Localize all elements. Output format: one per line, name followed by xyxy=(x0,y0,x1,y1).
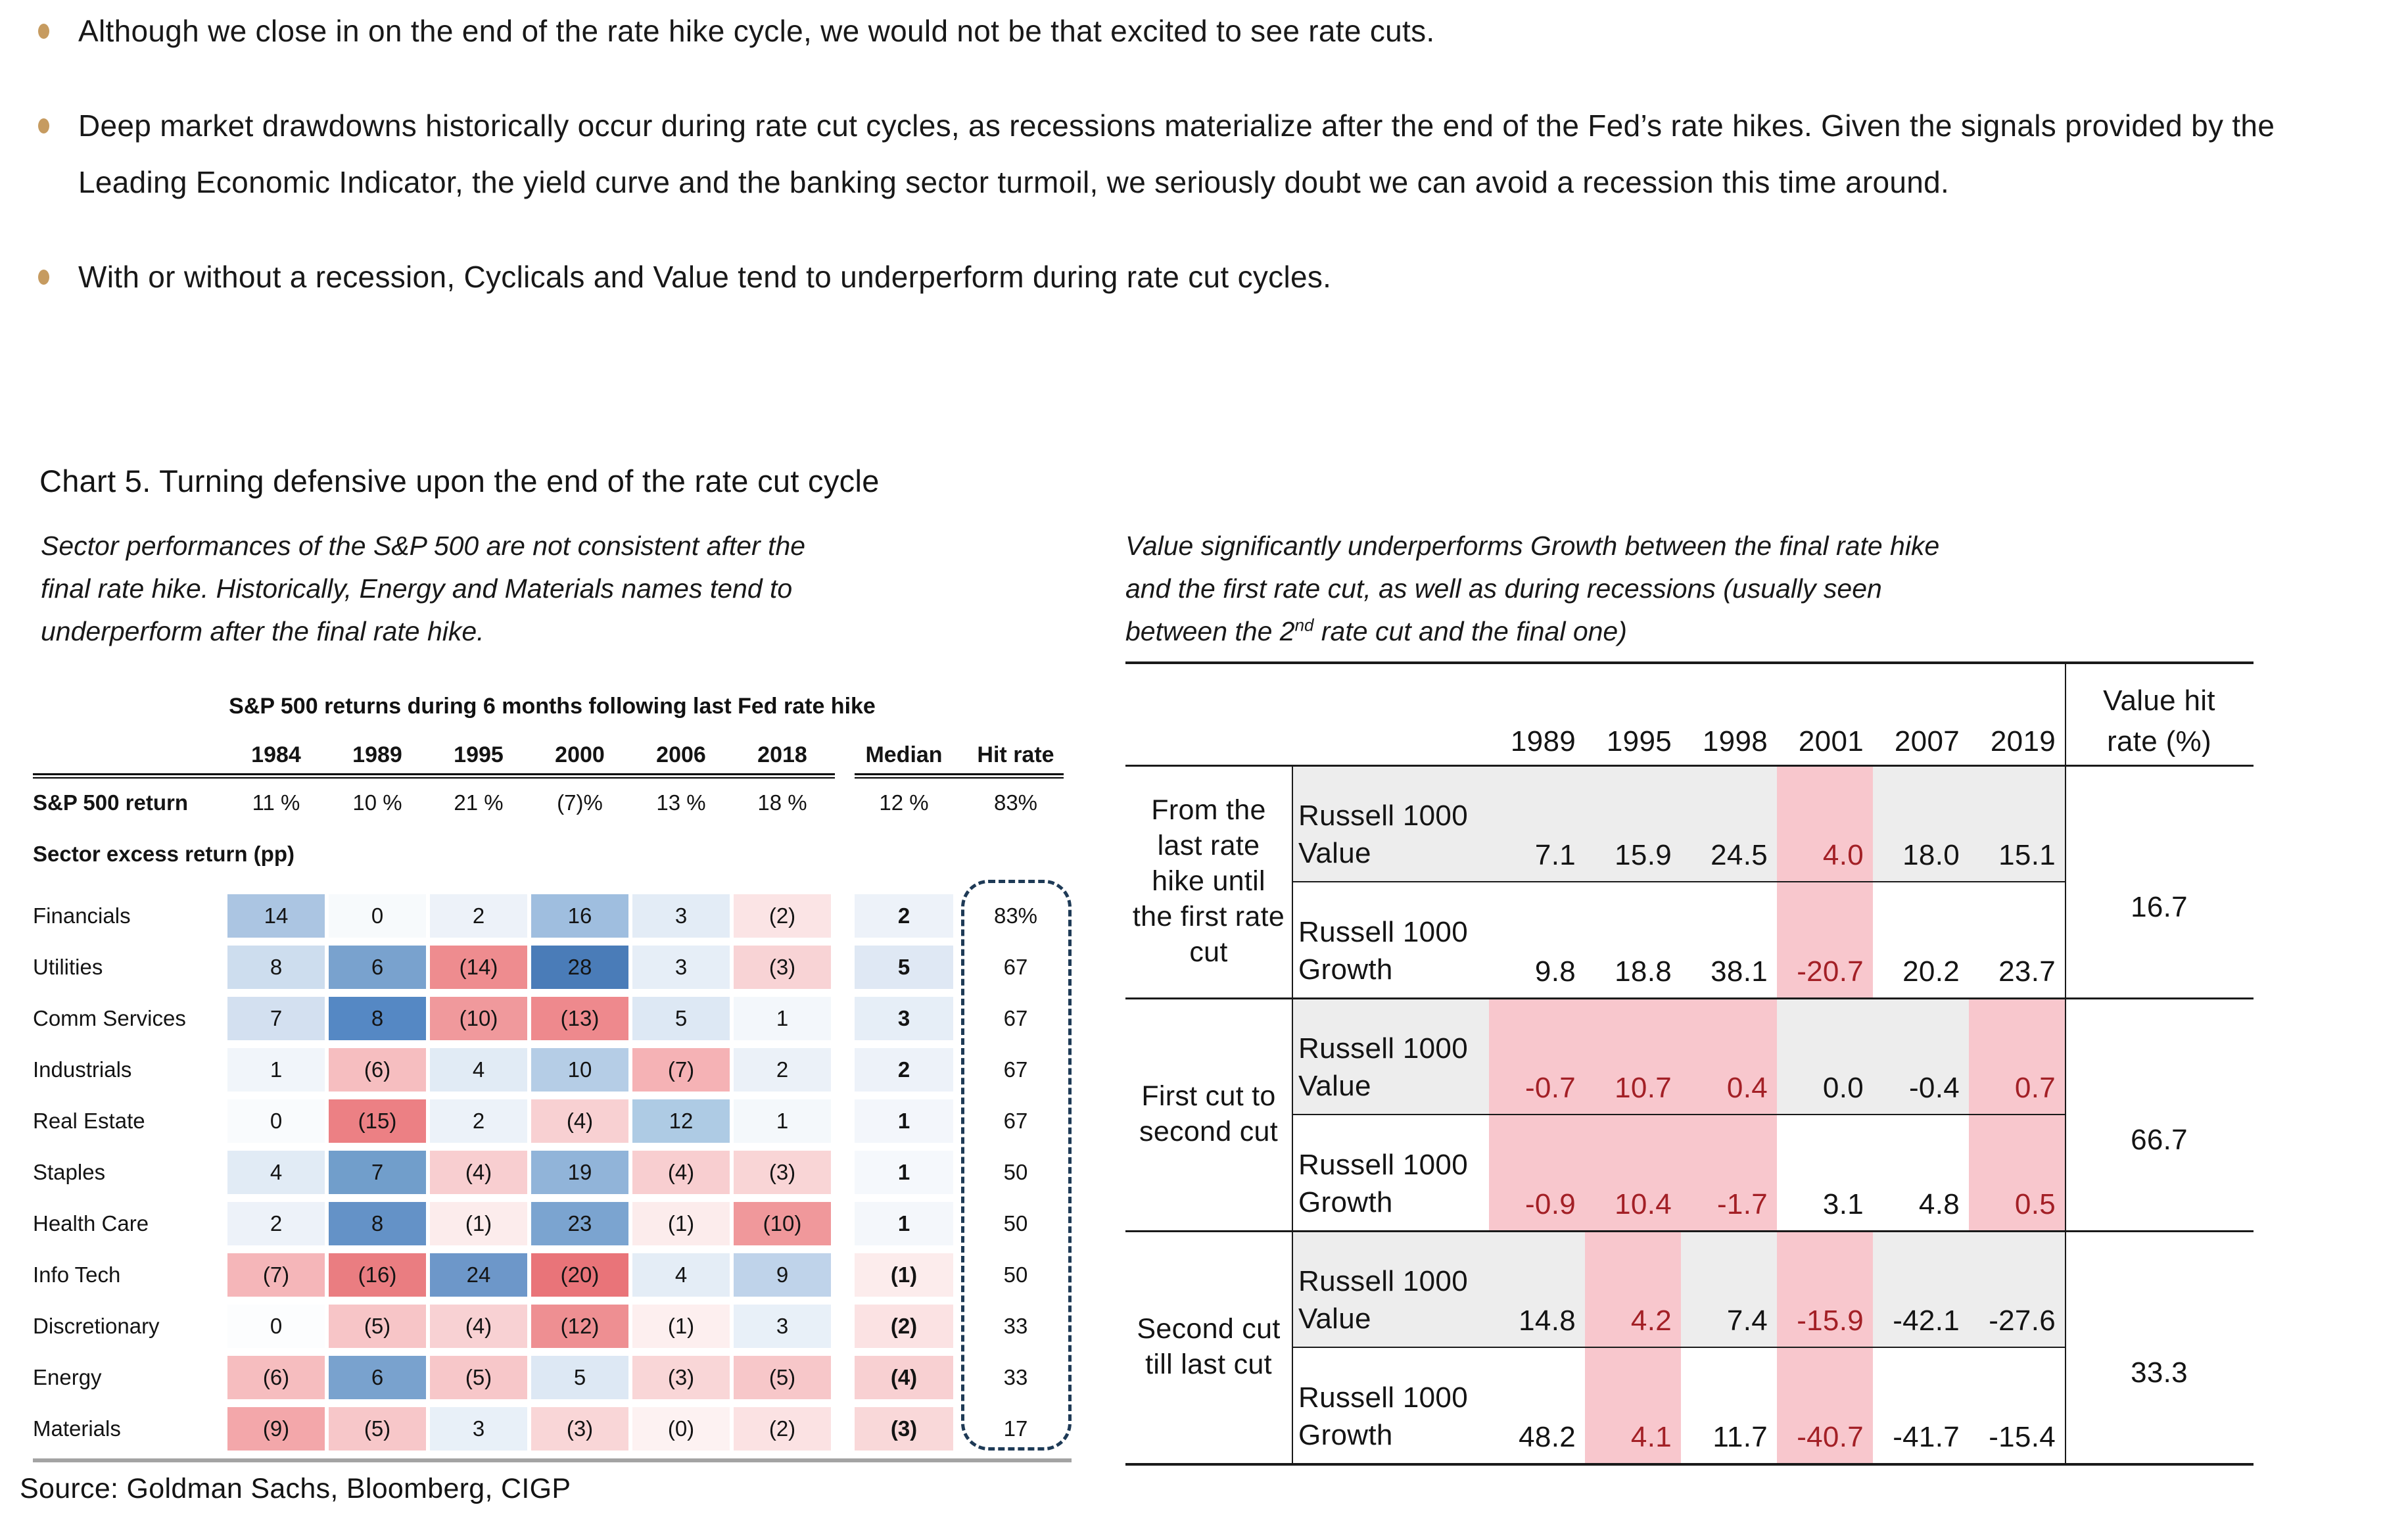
value-cell: -20.7 xyxy=(1777,881,1873,997)
sector-row xyxy=(33,1403,1072,1454)
sector-row xyxy=(33,942,1072,993)
hit-rate-cell: 67 xyxy=(1003,1057,1028,1082)
series-label-line: Value xyxy=(1298,1303,1371,1335)
heatmap-cell: 6 xyxy=(329,1356,426,1399)
heatmap-cell: 16 xyxy=(531,894,628,938)
table-top-border xyxy=(1125,661,2254,664)
value-hit-rate-cell: 66.7 xyxy=(2131,1124,2188,1156)
table-bottom-border xyxy=(1125,1463,2254,1466)
heatmap-cell: (5) xyxy=(329,1407,426,1451)
value-cell: -15.4 xyxy=(1989,1421,2056,1453)
median-cell: 3 xyxy=(855,997,953,1040)
value-cell: 9.8 xyxy=(1534,955,1576,988)
value-cell: 24.5 xyxy=(1681,765,1777,881)
value-cell: 0.7 xyxy=(1969,997,2065,1114)
series-label-line: Russell 1000 xyxy=(1298,1265,1468,1297)
caption-line: Value significantly underperforms Growth between the final rate hike xyxy=(1125,531,1940,561)
heatmap-cell: (5) xyxy=(329,1305,426,1348)
heatmap-cell: (1) xyxy=(632,1202,730,1245)
bullet-item xyxy=(38,97,2378,210)
row-group-label-line: the first rate xyxy=(1132,901,1285,932)
value-growth-divider xyxy=(1292,881,2065,882)
bullet-icon xyxy=(38,118,49,133)
value-cell: -42.1 xyxy=(1873,1230,1969,1347)
series-label-line: Russell 1000 xyxy=(1298,1381,1468,1414)
sector-row xyxy=(33,1301,1072,1352)
value-cell: 18.8 xyxy=(1615,955,1672,988)
value-cell: 11.7 xyxy=(1712,1421,1768,1453)
sector-label: Comm Services xyxy=(33,1006,186,1030)
value-growth-divider xyxy=(1292,1114,2065,1115)
sp500-return-value: 11 % xyxy=(252,790,300,815)
heatmap-cell: 2 xyxy=(734,1048,831,1092)
sector-section-label: Sector excess return (pp) xyxy=(33,842,295,866)
heatmap-cell: (15) xyxy=(329,1099,426,1143)
series-label xyxy=(1292,881,1489,997)
year-column-header: 2018 xyxy=(757,742,807,767)
group-separator xyxy=(1125,997,2254,999)
median-cell: 2 xyxy=(855,1048,953,1092)
row-group-label-line: From the xyxy=(1151,794,1266,826)
value-hit-rate-cell: 16.7 xyxy=(2131,891,2188,923)
bullet-list xyxy=(38,3,2378,343)
heatmap-cell: 9 xyxy=(734,1253,831,1297)
heatmap-cell: 24 xyxy=(430,1253,527,1297)
value-cell: 10.7 xyxy=(1585,997,1681,1114)
value-cell: 23.7 xyxy=(1998,955,2056,988)
sector-rows xyxy=(33,890,1072,1454)
caption-line: final rate hike. Historically, Energy and Materials names tend to xyxy=(41,573,793,604)
bullet-text: With or without a recession, Cyclicals and Value tend to underperform during rate cut cycles. xyxy=(78,260,1332,294)
heatmap-cell: (7) xyxy=(227,1253,325,1297)
value-growth-divider xyxy=(1292,1347,2065,1348)
row-group-label xyxy=(1125,765,1292,997)
heatmap-cell: 10 xyxy=(531,1048,628,1092)
heatmap-cell: (20) xyxy=(531,1253,628,1297)
bullet-text: Deep market drawdowns historically occur during rate cut cycles, as recessions materialize after the end of the Fed’s rate hikes. Given the signals provided by the Leading Economic Indicator, the yield curve and the banking sector turmoil, we seriously doubt we can avoid a recession this time around. xyxy=(78,108,2275,199)
series-label-line: Value xyxy=(1298,1070,1371,1102)
hit-rate-cell: 17 xyxy=(1003,1416,1028,1441)
hit-rate-cell: 33 xyxy=(1003,1314,1028,1338)
heatmap-cell: (5) xyxy=(734,1356,831,1399)
heatmap-cell: 1 xyxy=(734,997,831,1040)
heatmap-cell: 6 xyxy=(329,946,426,989)
value-cell: 10.4 xyxy=(1585,1114,1681,1230)
bullet-item xyxy=(38,3,2378,59)
value-hit-rate-header xyxy=(2065,661,2254,765)
value-cell: -0.7 xyxy=(1489,997,1585,1114)
year-column-header: 2007 xyxy=(1894,725,1960,757)
year-column-header: 2006 xyxy=(656,742,706,767)
header-rule-segment xyxy=(33,773,835,779)
header-rule-gap xyxy=(835,773,855,779)
value-cell: -40.7 xyxy=(1777,1347,1873,1463)
median-cell: (3) xyxy=(855,1407,953,1451)
sp500-return-label: S&P 500 return xyxy=(33,790,188,815)
series-label-line: Russell 1000 xyxy=(1298,1149,1468,1181)
series-label-line: Russell 1000 xyxy=(1298,916,1468,948)
heatmap-cell: 12 xyxy=(632,1099,730,1143)
sector-label: Financials xyxy=(33,903,131,928)
sector-label: Discretionary xyxy=(33,1314,160,1338)
hit-rate-cell: 67 xyxy=(1003,955,1028,979)
value-cell: 38.1 xyxy=(1711,955,1768,988)
value-cell: 4.8 xyxy=(1918,1188,1960,1220)
value-cell: 14.8 xyxy=(1489,1230,1585,1347)
heatmap-cell: 1 xyxy=(734,1099,831,1143)
russell-table-grid xyxy=(1125,661,2254,1463)
value-cell: 15.1 xyxy=(1969,765,2065,881)
heatmap-cell: (16) xyxy=(329,1253,426,1297)
series-label-line: Growth xyxy=(1298,1419,1393,1451)
sector-label: Energy xyxy=(33,1365,102,1389)
sector-label: Utilities xyxy=(33,955,103,979)
sp500-return-value: 18 % xyxy=(757,790,807,815)
value-cell: 4.0 xyxy=(1777,765,1873,881)
bullet-text: Although we close in on the end of the rate hike cycle, we would not be that excited to see rate cuts. xyxy=(78,14,1435,48)
heatmap-cell: (4) xyxy=(632,1151,730,1194)
sector-label: Industrials xyxy=(33,1057,132,1082)
sector-label: Info Tech xyxy=(33,1262,121,1287)
value-cell: -27.6 xyxy=(1969,1230,2065,1347)
row-group-label-line: First cut to xyxy=(1141,1080,1276,1112)
sp500-return-value: 21 % xyxy=(454,790,504,815)
right-chart-caption xyxy=(1125,525,2269,653)
series-label-line: Growth xyxy=(1298,1186,1393,1218)
heatmap-cell: (7) xyxy=(632,1048,730,1092)
sp500-median-value: 12 % xyxy=(879,790,929,815)
year-column-header: 1989 xyxy=(352,742,402,767)
heatmap-cell: 5 xyxy=(632,997,730,1040)
year-column-header: 1995 xyxy=(454,742,504,767)
heatmap-cell: 5 xyxy=(531,1356,628,1399)
heatmap-cell: (2) xyxy=(734,1407,831,1451)
series-label xyxy=(1292,765,1489,881)
row-group-label-line: till last cut xyxy=(1145,1349,1272,1380)
heatmap-cell: (6) xyxy=(329,1048,426,1092)
heatmap-cell: (12) xyxy=(531,1305,628,1348)
value-cell: 7.1 xyxy=(1489,765,1585,881)
sp500-sector-table xyxy=(33,685,1072,1462)
heatmap-cell: 2 xyxy=(430,894,527,938)
value-hit-rate-cell: 33.3 xyxy=(2131,1356,2188,1389)
heatmap-cell: 0 xyxy=(329,894,426,938)
heatmap-cell: 3 xyxy=(632,894,730,938)
heatmap-cell: (14) xyxy=(430,946,527,989)
year-column-header: 1995 xyxy=(1606,725,1672,757)
row-group-label-line: cut xyxy=(1189,936,1228,968)
heatmap-cell: (6) xyxy=(227,1356,325,1399)
sector-row xyxy=(33,1352,1072,1403)
value-cell: 4.1 xyxy=(1585,1347,1681,1463)
value-cell: 7.4 xyxy=(1681,1230,1777,1347)
series-label-line: Growth xyxy=(1298,953,1393,986)
heatmap-cell: 3 xyxy=(734,1305,831,1348)
caption-line: and the first rate cut, as well as during recessions (usually seen xyxy=(1125,573,1882,604)
hit-rate-column-divider xyxy=(2065,661,2066,1465)
hit-rate-column-header: Hit rate xyxy=(977,742,1054,767)
heatmap-cell: (4) xyxy=(531,1099,628,1143)
group-label-divider xyxy=(1292,765,1293,1464)
median-cell: 1 xyxy=(855,1202,953,1245)
value-cell: -41.7 xyxy=(1893,1421,1960,1453)
sp500-hit-rate-value: 83% xyxy=(993,790,1038,815)
heatmap-cell: 0 xyxy=(227,1099,325,1143)
series-label xyxy=(1292,997,1489,1114)
hit-rate-cell: 50 xyxy=(1003,1160,1028,1184)
heatmap-cell: 8 xyxy=(329,997,426,1040)
sector-row xyxy=(33,1198,1072,1249)
heatmap-cell: 4 xyxy=(430,1048,527,1092)
row-group-label xyxy=(1125,1230,1292,1463)
caption-line: underperform after the final rate hike. xyxy=(41,616,484,646)
heatmap-cell: (4) xyxy=(430,1305,527,1348)
heatmap-cell: 28 xyxy=(531,946,628,989)
median-cell: (1) xyxy=(855,1253,953,1297)
heatmap-cell: (3) xyxy=(734,946,831,989)
hit-rate-cell: 67 xyxy=(1003,1109,1028,1133)
value-cell: -15.9 xyxy=(1777,1230,1873,1347)
hit-rate-cell: 67 xyxy=(1003,1006,1028,1030)
median-column-header: Median xyxy=(865,742,943,767)
table-bottom-rule xyxy=(33,1458,1072,1462)
series-label xyxy=(1292,1347,1489,1463)
heatmap-cell: 8 xyxy=(329,1202,426,1245)
row-group-label-line: last rate xyxy=(1157,830,1260,861)
series-label-line: Value xyxy=(1298,837,1371,869)
value-cell: -0.4 xyxy=(1873,997,1969,1114)
sector-row xyxy=(33,1147,1072,1198)
year-column-header: 1984 xyxy=(251,742,301,767)
heatmap-cell: 3 xyxy=(430,1407,527,1451)
value-cell: -1.7 xyxy=(1681,1114,1777,1230)
value-cell: -0.9 xyxy=(1489,1114,1585,1230)
heatmap-cell: (3) xyxy=(632,1356,730,1399)
sector-row xyxy=(33,1044,1072,1095)
sector-row xyxy=(33,890,1072,942)
hit-rate-cell: 83% xyxy=(993,903,1038,928)
heatmap-cell: 14 xyxy=(227,894,325,938)
heatmap-cell: 4 xyxy=(227,1151,325,1194)
sector-label: Health Care xyxy=(33,1211,149,1236)
heatmap-cell: (1) xyxy=(632,1305,730,1348)
value-cell: 0.4 xyxy=(1681,997,1777,1114)
median-cell: 1 xyxy=(855,1099,953,1143)
value-cell: 0.5 xyxy=(1969,1114,2065,1230)
left-chart-caption xyxy=(41,525,1112,653)
median-cell: 2 xyxy=(855,894,953,938)
row-group-label-line: hike until xyxy=(1152,865,1265,897)
source-note: Source: Goldman Sachs, Bloomberg, CIGP xyxy=(20,1473,571,1504)
row-group-label xyxy=(1125,997,1292,1230)
series-label xyxy=(1292,1230,1489,1347)
sector-label: Staples xyxy=(33,1160,106,1184)
year-column-header: 2001 xyxy=(1798,725,1864,757)
header-rule-segment xyxy=(855,773,1064,779)
heatmap-cell: 2 xyxy=(227,1202,325,1245)
sector-row xyxy=(33,993,1072,1044)
bullet-icon xyxy=(38,270,49,285)
heatmap-cell: 2 xyxy=(430,1099,527,1143)
sp500-return-value: 10 % xyxy=(352,790,402,815)
heatmap-cell: (4) xyxy=(430,1151,527,1194)
caption-line: Sector performances of the S&P 500 are not consistent after the xyxy=(41,531,806,561)
caption-line: between the 2nd rate cut and the final one) xyxy=(1125,615,1627,646)
row-group-label-line: second cut xyxy=(1139,1116,1278,1147)
bullet-item xyxy=(38,249,2378,305)
heatmap-cell: 4 xyxy=(632,1253,730,1297)
heatmap-cell: 8 xyxy=(227,946,325,989)
median-cell: 5 xyxy=(855,946,953,989)
heatmap-cell: (10) xyxy=(430,997,527,1040)
heatmap-cell: 23 xyxy=(531,1202,628,1245)
sector-row xyxy=(33,1249,1072,1301)
heatmap-cell: 7 xyxy=(227,997,325,1040)
heatmap-cell: (5) xyxy=(430,1356,527,1399)
heatmap-cell: 19 xyxy=(531,1151,628,1194)
sector-label: Real Estate xyxy=(33,1109,145,1133)
value-cell: 18.0 xyxy=(1873,765,1969,881)
year-column-header: 2000 xyxy=(555,742,605,767)
sp500-table-title: S&P 500 returns during 6 months following last Fed rate hike xyxy=(229,694,876,719)
sector-label: Materials xyxy=(33,1416,121,1441)
value-cell: 15.9 xyxy=(1585,765,1681,881)
sp500-return-value: (7)% xyxy=(557,790,603,815)
heatmap-cell: (3) xyxy=(531,1407,628,1451)
heatmap-cell: (13) xyxy=(531,997,628,1040)
hit-rate-cell: 50 xyxy=(1003,1262,1028,1287)
bullet-icon xyxy=(38,24,49,39)
year-column-header: 2019 xyxy=(1990,725,2056,757)
heatmap-cell: (9) xyxy=(227,1407,325,1451)
year-column-header: 1998 xyxy=(1702,725,1768,757)
value-cell: 3.1 xyxy=(1822,1188,1864,1220)
sp500-return-row xyxy=(33,779,1072,827)
hit-rate-cell: 50 xyxy=(1003,1211,1028,1236)
heatmap-cell: 0 xyxy=(227,1305,325,1348)
value-cell: 48.2 xyxy=(1519,1421,1576,1453)
row-group-label-line: Second cut xyxy=(1137,1313,1281,1345)
value-cell: 4.2 xyxy=(1585,1230,1681,1347)
heatmap-cell: (1) xyxy=(430,1202,527,1245)
header-rule xyxy=(33,773,1072,779)
hit-rate-cell: 33 xyxy=(1003,1365,1028,1389)
header-underline xyxy=(1125,765,2254,767)
heatmap-cell: (10) xyxy=(734,1202,831,1245)
chart-section-title: Chart 5. Turning defensive upon the end of the rate cut cycle xyxy=(39,464,880,498)
ordinal-superscript: nd xyxy=(1294,615,1314,635)
value-cell: 20.2 xyxy=(1902,955,1960,988)
heatmap-cell: (0) xyxy=(632,1407,730,1451)
year-column-header: 1989 xyxy=(1510,725,1576,757)
sp500-table-header-row xyxy=(33,727,1072,773)
value-hit-rate-header-line: Value hit xyxy=(2103,684,2215,717)
heatmap-cell: 7 xyxy=(329,1151,426,1194)
value-hit-rate-header-line: rate (%) xyxy=(2107,725,2211,757)
series-label-line: Russell 1000 xyxy=(1298,1032,1468,1065)
group-separator xyxy=(1125,1230,2254,1232)
median-cell: (2) xyxy=(855,1305,953,1348)
value-cell: 0.0 xyxy=(1777,997,1873,1114)
heatmap-cell: (3) xyxy=(734,1151,831,1194)
russell-value-growth-table xyxy=(1125,661,2254,1466)
heatmap-cell: (2) xyxy=(734,894,831,938)
series-label-line: Russell 1000 xyxy=(1298,800,1468,832)
median-cell: 1 xyxy=(855,1151,953,1194)
heatmap-cell: 1 xyxy=(227,1048,325,1092)
sector-row xyxy=(33,1095,1072,1147)
sp500-return-value: 13 % xyxy=(656,790,706,815)
series-label xyxy=(1292,1114,1489,1230)
heatmap-cell: 3 xyxy=(632,946,730,989)
median-cell: (4) xyxy=(855,1356,953,1399)
